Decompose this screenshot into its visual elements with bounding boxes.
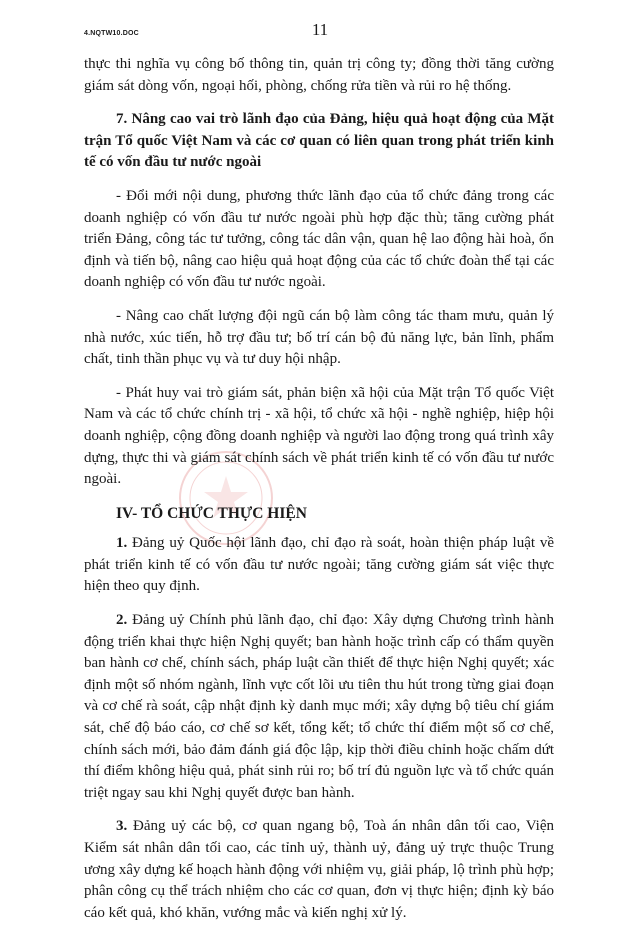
document-body: [84, 54, 554, 936]
page-number: 11: [311, 20, 329, 39]
list-item-2: [84, 610, 554, 804]
list-item-text: Đảng uỷ Quốc hội lãnh đạo, chỉ đạo rà soát, hoàn thiện pháp luật về phát triển kinh tế có vốn đầu tư nước ngoài; tăng cường giám sát việc thực hiện theo quy định.: [84, 535, 554, 595]
paragraph-continuation: thực thi nghĩa vụ công bố thông tin, quản trị công ty; đồng thời tăng cường giám sát dòng vốn, ngoại hối, phòng, chống rửa tiền và rủi ro hệ thống.: [84, 56, 554, 94]
list-item-text: Đảng uỷ các bộ, cơ quan ngang bộ, Toà án nhân dân tối cao, Viện Kiểm sát nhân dân tối cao, các tỉnh uỷ, thành uỷ, đảng uỷ trực thuộc Trung ương xây dựng kế hoạch hành động với nhiệm vụ, giải pháp, lộ trình phù hợp; phân công cụ thể trách nhiệm cho các cơ quan, đơn vị thực hiện; định kỳ báo cáo kết quả, khó khăn, vướng mắc và kiến nghị xử lý.: [84, 818, 554, 921]
list-item-3: [84, 816, 554, 924]
list-item-number: 1.: [116, 535, 128, 552]
list-item-number: 2.: [116, 612, 128, 629]
document-reference: 4.NQTW10.DOC: [84, 30, 139, 37]
section-heading-iv: IV- TỔ CHỨC THỰC HIỆN: [116, 504, 307, 522]
list-item-1: [84, 533, 554, 598]
section-heading-7: 7. Nâng cao vai trò lãnh đạo của Đảng, hiệu quả hoạt động của Mặt trận Tổ quốc Việt Nam và các cơ quan có liên quan trong phát triển kinh tế có vốn đầu tư nước ngoài: [84, 111, 554, 171]
paragraph-staff-quality: - Nâng cao chất lượng đội ngũ cán bộ làm công tác tham mưu, quản lý nhà nước, xúc tiến, hỗ trợ đầu tư; bố trí cán bộ đủ năng lực, bản lĩnh, phẩm chất, tinh thần phục vụ và tư duy hội nhập.: [84, 307, 554, 368]
paragraph-party-leadership: - Đổi mới nội dung, phương thức lãnh đạo của tổ chức đảng trong các doanh nghiệp có vốn đầu tư nước ngoài phù hợp đặc thù; tăng cường phát triển Đảng, công tác tư tưởng, công tác dân vận, quan hệ lao động hài hoà, ổn định và tiến bộ, nâng cao hiệu quả hoạt động của các tổ chức đoàn thể tại các doanh nghiệp có vốn đầu tư nước ngoài.: [84, 187, 554, 291]
paragraph-fatherland-front: - Phát huy vai trò giám sát, phản biện xã hội của Mặt trận Tổ quốc Việt Nam và các tổ chức chính trị - xã hội, tổ chức xã hội - nghề nghiệp, hiệp hội doanh nghiệp, cộng đồng doanh nghiệp và người lao động trong quá trình xây dựng, thực thi và giám sát chính sách về phát triển kinh tế có vốn đầu tư nước ngoài.: [84, 384, 554, 488]
list-item-number: 3.: [116, 818, 128, 835]
list-item-text: Đảng uỷ Chính phủ lãnh đạo, chỉ đạo: Xây dựng Chương trình hành động triển khai thực hiện Nghị quyết; ban hành hoặc trình cấp có thẩm quyền ban hành cơ chế, chính sách, pháp luật cần thiết để thực hiện Nghị quyết; xác định một số nhóm ngành, lĩnh vực cốt lõi ưu tiên thu hút trong từng giai đoạn và cơ chế rà soát, cập nhật định kỳ danh mục mới; xây dựng bộ tiêu chí giám sát, chế độ báo cáo, cơ chế sơ kết, tổng kết; tổ chức thí điểm một số cơ chế, chính sách mới, bảo đảm đánh giá độc lập, kịp thời điều chỉnh hoặc chấm dứt thí điểm không hiệu quả, phát sinh rủi ro; bố trí đủ nguồn lực và tổ chức quán triệt ngay sau khi Nghị quyết được ban hành.: [84, 612, 554, 801]
